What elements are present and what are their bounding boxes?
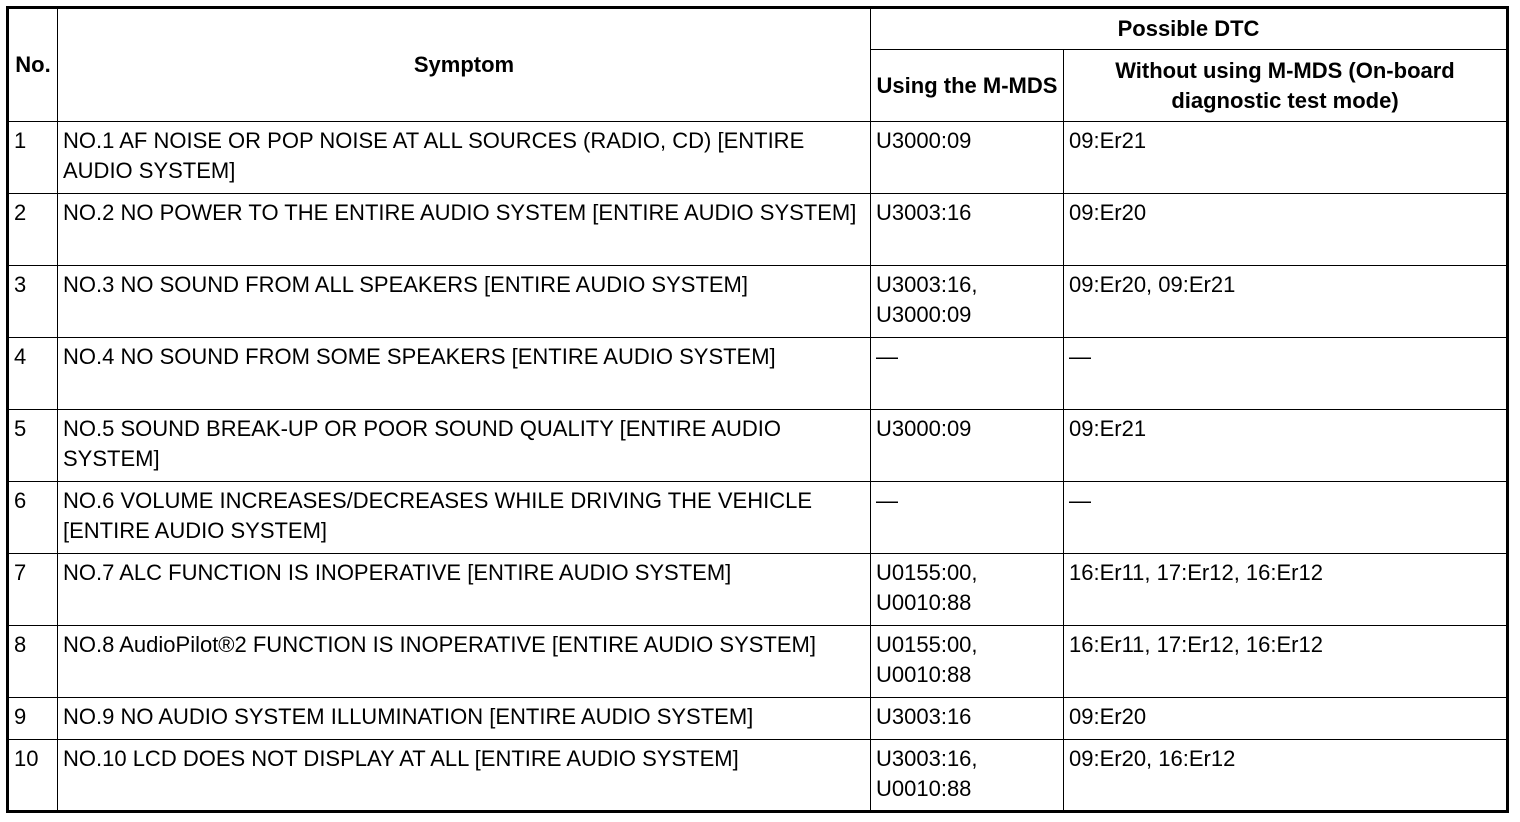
cell-no: 7 [8, 554, 58, 626]
table-row [8, 266, 1508, 338]
cell-no: 4 [8, 338, 58, 410]
cell-without-mmds: 09:Er21 [1064, 122, 1508, 194]
cell-without-mmds: 09:Er20 [1064, 194, 1508, 266]
cell-symptom: NO.3 NO SOUND FROM ALL SPEAKERS [ENTIRE AUDIO SYSTEM] [58, 266, 871, 338]
cell-no: 8 [8, 626, 58, 698]
cell-without-mmds: 09:Er20 [1064, 698, 1508, 740]
table-row [8, 410, 1508, 482]
cell-using-mmds: U3003:16 [871, 194, 1064, 266]
header-symptom: Symptom [58, 8, 871, 122]
cell-symptom: NO.5 SOUND BREAK-UP OR POOR SOUND QUALITY [ENTIRE AUDIO SYSTEM] [58, 410, 871, 482]
cell-symptom: NO.4 NO SOUND FROM SOME SPEAKERS [ENTIRE AUDIO SYSTEM] [58, 338, 871, 410]
cell-without-mmds: 09:Er20, 09:Er21 [1064, 266, 1508, 338]
table-row [8, 698, 1508, 740]
cell-symptom: NO.9 NO AUDIO SYSTEM ILLUMINATION [ENTIRE AUDIO SYSTEM] [58, 698, 871, 740]
cell-no: 2 [8, 194, 58, 266]
table-row [8, 482, 1508, 554]
table-row [8, 122, 1508, 194]
cell-using-mmds: U0155:00, U0010:88 [871, 626, 1064, 698]
header-without-mmds: Without using M-MDS (On-board diagnostic test mode) [1064, 50, 1508, 122]
cell-no: 3 [8, 266, 58, 338]
table-row [8, 740, 1508, 812]
cell-without-mmds: 16:Er11, 17:Er12, 16:Er12 [1064, 626, 1508, 698]
cell-using-mmds: U3003:16 [871, 698, 1064, 740]
symptom-dtc-table [6, 6, 1509, 813]
table-row [8, 554, 1508, 626]
header-no: No. [8, 8, 58, 122]
cell-using-mmds: — [871, 482, 1064, 554]
cell-without-mmds: — [1064, 482, 1508, 554]
table-row [8, 194, 1508, 266]
cell-using-mmds: — [871, 338, 1064, 410]
cell-without-mmds: 09:Er21 [1064, 410, 1508, 482]
cell-no: 5 [8, 410, 58, 482]
table-row [8, 338, 1508, 410]
cell-using-mmds: U3000:09 [871, 410, 1064, 482]
cell-symptom: NO.1 AF NOISE OR POP NOISE AT ALL SOURCES (RADIO, CD) [ENTIRE AUDIO SYSTEM] [58, 122, 871, 194]
cell-no: 6 [8, 482, 58, 554]
cell-without-mmds: — [1064, 338, 1508, 410]
cell-symptom: NO.7 ALC FUNCTION IS INOPERATIVE [ENTIRE AUDIO SYSTEM] [58, 554, 871, 626]
cell-symptom: NO.2 NO POWER TO THE ENTIRE AUDIO SYSTEM [ENTIRE AUDIO SYSTEM] [58, 194, 871, 266]
table-body [8, 122, 1508, 812]
dtc-table-container [6, 6, 1506, 813]
cell-without-mmds: 09:Er20, 16:Er12 [1064, 740, 1508, 812]
header-using-mmds: Using the M-MDS [871, 50, 1064, 122]
cell-symptom: NO.8 AudioPilot®2 FUNCTION IS INOPERATIVE [ENTIRE AUDIO SYSTEM] [58, 626, 871, 698]
cell-symptom: NO.6 VOLUME INCREASES/DECREASES WHILE DRIVING THE VEHICLE [ENTIRE AUDIO SYSTEM] [58, 482, 871, 554]
header-possible-dtc: Possible DTC [871, 8, 1508, 50]
cell-using-mmds: U3003:16, U0010:88 [871, 740, 1064, 812]
table-row [8, 626, 1508, 698]
cell-using-mmds: U3000:09 [871, 122, 1064, 194]
cell-using-mmds: U3003:16, U3000:09 [871, 266, 1064, 338]
cell-using-mmds: U0155:00, U0010:88 [871, 554, 1064, 626]
header-row-1 [8, 8, 1508, 50]
cell-no: 10 [8, 740, 58, 812]
cell-no: 1 [8, 122, 58, 194]
cell-without-mmds: 16:Er11, 17:Er12, 16:Er12 [1064, 554, 1508, 626]
cell-symptom: NO.10 LCD DOES NOT DISPLAY AT ALL [ENTIRE AUDIO SYSTEM] [58, 740, 871, 812]
cell-no: 9 [8, 698, 58, 740]
